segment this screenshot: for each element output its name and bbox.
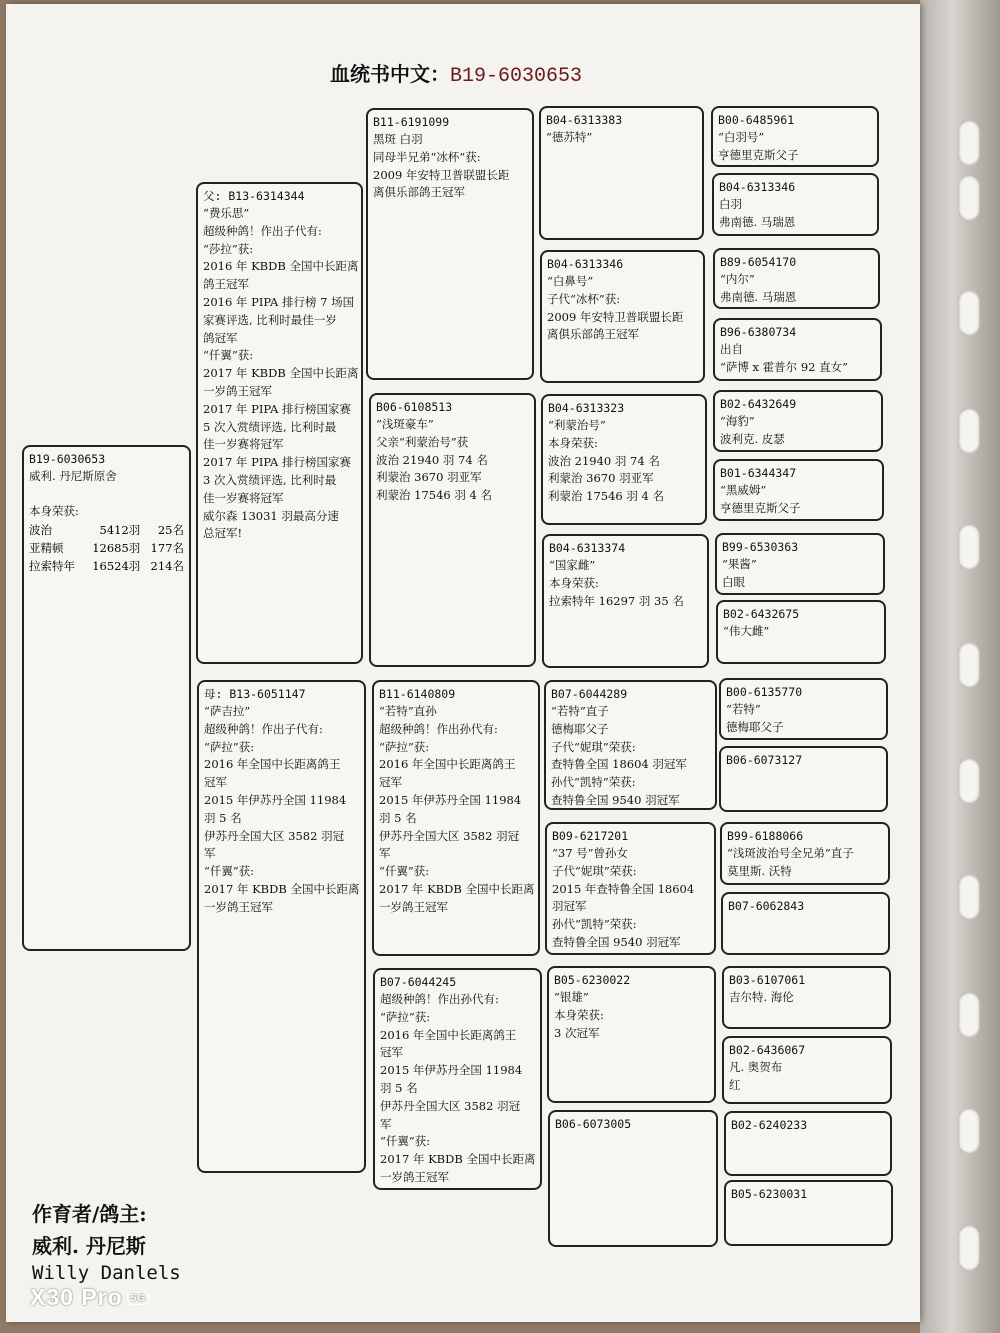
info-line: 2017 年 KBDB 全国中长距离	[204, 881, 360, 896]
info-line: “利蒙治号”	[548, 418, 606, 432]
info-line: 2016 年全国中长距离鸽王	[204, 757, 341, 772]
info-line: 佳一岁赛将冠军	[203, 437, 284, 452]
info-line: 军	[204, 846, 216, 861]
info-lines	[722, 556, 878, 592]
info-line: 出自	[720, 342, 743, 356]
dam-sire-box	[372, 680, 540, 956]
info-line: “萨博 x 霍普尔 92 直女”	[720, 359, 848, 374]
ring-number: B02-6436067	[729, 1043, 806, 1057]
result-row	[29, 539, 184, 557]
ring-number: B06-6108513	[376, 400, 453, 414]
info-line: 2016 年 PIPA 排行榜 7 场国	[203, 294, 355, 309]
bird-count: 5412羽	[99, 522, 141, 537]
info-lines	[549, 557, 702, 610]
ancestor-box	[724, 1111, 892, 1176]
info-lines	[723, 623, 879, 641]
ancestor-box	[548, 1110, 718, 1247]
camera-model: X30 Pro	[30, 1284, 123, 1310]
info-line: 5 次入赏绩评选, 比利时最	[203, 419, 337, 434]
info-line: “萨拉”获:	[380, 1009, 431, 1024]
info-line: 黑斑 白羽	[373, 132, 423, 146]
info-line: 德梅耶父子	[551, 721, 609, 736]
info-line: 离俱乐部鸽王冠军	[373, 185, 465, 200]
ring-number: B00-6485961	[718, 113, 795, 127]
bird-count: 16524羽	[92, 558, 141, 573]
info-line: “萨拉”获:	[379, 739, 430, 754]
info-line: “国家雌”	[549, 558, 596, 572]
info-lines	[29, 468, 184, 486]
ring-number: B96-6380734	[720, 325, 797, 339]
ancestor-box	[713, 390, 883, 452]
info-line: 鸽王冠军	[203, 277, 249, 292]
binder-hole	[958, 120, 980, 166]
dam-dam-box	[373, 968, 542, 1190]
ring-number: B11-6140809	[379, 687, 456, 701]
info-line: 亨德里克斯父子	[718, 147, 799, 162]
info-line: 2009 年安特卫普联盟长距	[547, 309, 684, 324]
info-line: 吉尔特. 海伦	[729, 990, 794, 1004]
result-row	[29, 521, 184, 539]
title-label: 血统书中文：	[330, 62, 450, 86]
info-lines	[379, 703, 533, 917]
info-line: “浅斑波治号全兄弟”直子	[727, 846, 854, 860]
info-line: 总冠军!	[203, 526, 243, 541]
info-line: 2015 年伊苏丹全国 11984	[379, 792, 522, 807]
info-line: 2015 年伊苏丹全国 11984	[204, 792, 347, 807]
ancestor-box	[719, 746, 888, 812]
info-line: 羽 5 名	[379, 810, 417, 825]
binder-hole	[958, 642, 980, 688]
info-line: “仟翼”获:	[204, 864, 255, 879]
info-line: 波治 21940 羽 74 名	[376, 452, 488, 467]
ring-number: B89-6054170	[720, 255, 797, 269]
ring-number: B07-6044245	[380, 975, 457, 989]
ring-number: B99-6530363	[722, 540, 799, 554]
ancestor-box	[541, 394, 707, 525]
ancestor-box	[544, 680, 717, 810]
info-line: 羽冠军	[552, 899, 587, 914]
info-line: “莎拉”获:	[203, 241, 254, 256]
ancestor-box	[711, 106, 879, 167]
place: 177名	[150, 540, 184, 555]
info-line: “仟翼”获:	[203, 348, 254, 363]
ring-number: B07-6044289	[551, 687, 628, 701]
ring-number: B02-6432675	[723, 607, 800, 621]
info-line: 羽 5 名	[380, 1080, 418, 1095]
info-line: 超级种鸽！作出孙代有:	[379, 721, 498, 736]
ring-number: B11-6191099	[373, 115, 450, 129]
info-lines	[727, 845, 883, 881]
ring-number: B19-6030653	[29, 452, 106, 466]
ancestor-box	[545, 822, 716, 955]
info-line: 子代“冰杯”获:	[547, 291, 621, 306]
info-line: 2017 年 PIPA 排行榜国家赛	[203, 455, 351, 470]
info-line: 子代“妮琪”荣获:	[551, 739, 636, 754]
honors-title: 本身荣获:	[29, 503, 79, 518]
binder-hole	[958, 175, 980, 221]
info-line: “白羽号”	[718, 130, 765, 144]
info-line: 冠军	[204, 775, 227, 790]
info-line: 利蒙治 17546 羽 4 名	[376, 488, 493, 503]
breeder-name-en: Willy Danlels	[32, 1262, 181, 1284]
info-line: 德梅耶父子	[726, 719, 784, 734]
ancestor-box	[713, 248, 880, 309]
breeder-name-cn: 威利. 丹尼斯	[32, 1234, 146, 1258]
info-line: “仟翼”获:	[379, 864, 430, 879]
ring-number: 父: B13-6314344	[203, 189, 305, 203]
info-line: 3 次冠军	[554, 1025, 600, 1040]
ancestor-box	[713, 318, 882, 381]
info-line: “白鼻号”	[547, 274, 594, 288]
breeder-block	[32, 1198, 147, 1262]
binder-hole	[958, 1108, 980, 1154]
info-line: 孙代“凯特”荣获:	[552, 917, 637, 932]
ancestor-box	[722, 966, 891, 1029]
info-line: 白羽	[719, 197, 742, 211]
info-line: 冠军	[380, 1045, 403, 1060]
info-line: 2017 年 KBDB 全国中长距离	[380, 1152, 536, 1167]
info-line: “萨拉”获:	[204, 739, 255, 754]
ancestor-box	[539, 106, 704, 240]
info-line: 3 次入赏绩评选, 比利时最	[203, 472, 337, 487]
info-line: 红	[729, 1077, 741, 1092]
info-line: 波利克. 皮瑟	[720, 431, 785, 446]
ancestor-box	[721, 892, 890, 955]
info-line: “内尔”	[720, 272, 755, 286]
info-line: 军	[380, 1116, 392, 1131]
info-line: 2016 年全国中长距离鸽王	[379, 757, 516, 772]
info-line: 威尔森 13031 羽最高分速	[203, 508, 339, 523]
info-line: “37 号”曾孙女	[552, 846, 629, 860]
ring-number: B04-6313374	[549, 541, 626, 555]
ancestor-box	[719, 678, 888, 740]
ring-number: B04-6313383	[546, 113, 623, 127]
info-line: 本身荣获:	[549, 575, 599, 590]
ancestor-box	[715, 533, 885, 595]
info-line: 伊苏丹全国大区 3582 羽冠	[379, 828, 520, 843]
page-title	[330, 58, 582, 88]
info-line: 弗南德. 马瑞恩	[720, 289, 797, 304]
info-line: 同母半兄弟“冰杯”获:	[373, 149, 481, 164]
info-line: 2015 年伊苏丹全国 11984	[380, 1063, 523, 1078]
info-line: 2016 年全国中长距离鸽王	[380, 1027, 517, 1042]
info-line: 威利. 丹尼斯原舍	[29, 469, 117, 483]
info-lines	[720, 482, 877, 518]
info-line: 弗南德. 马瑞恩	[719, 214, 796, 229]
info-line: 白眼	[722, 574, 745, 589]
info-lines	[720, 271, 873, 307]
ancestor-box	[724, 1180, 893, 1246]
info-line: 查特鲁全国 18604 羽冠军	[551, 757, 687, 772]
info-line: 凡. 奥贺布	[729, 1060, 783, 1074]
info-line: 超级种鸽！作出子代有:	[204, 721, 323, 736]
info-line: 查特鲁全国 9540 羽冠军	[551, 792, 680, 807]
info-line: 鸽冠军	[203, 330, 238, 345]
info-line: “若特”直孙	[379, 704, 437, 718]
info-line: 伊苏丹全国大区 3582 羽冠	[380, 1098, 521, 1113]
info-lines	[551, 703, 710, 810]
info-line: “若特”	[726, 702, 761, 716]
info-lines	[718, 129, 872, 165]
info-line: 父亲“利蒙治号”获	[376, 434, 469, 449]
ancestor-box	[712, 173, 879, 236]
binder-hole	[958, 874, 980, 920]
result-row	[29, 557, 184, 575]
info-line: “银雄”	[554, 990, 589, 1004]
info-line: “海豹”	[720, 414, 755, 428]
info-lines	[552, 845, 709, 952]
info-lines	[726, 701, 881, 737]
info-line: 一岁鸽王冠军	[204, 899, 273, 914]
dam-box	[197, 680, 366, 1173]
ancestor-box	[547, 966, 716, 1103]
info-lines	[719, 196, 872, 232]
sire-box	[196, 182, 363, 664]
sire-sire-box	[366, 108, 534, 380]
sire-dam-box	[369, 393, 536, 667]
race-name: 亚精顿	[29, 540, 64, 555]
ancestor-box	[720, 822, 890, 885]
info-line: 2017 年 KBDB 全国中长距离	[203, 366, 359, 381]
info-lines	[204, 703, 359, 917]
place: 214名	[150, 558, 184, 573]
ring-number: B04-6313323	[548, 401, 625, 415]
info-line: 2016 年 KBDB 全国中长距离	[203, 259, 359, 274]
info-lines	[729, 1059, 885, 1095]
info-line: “果酱”	[722, 557, 757, 571]
info-lines	[380, 991, 535, 1187]
info-line: “仟翼”获:	[380, 1134, 431, 1149]
ring-number: B00-6135770	[726, 685, 803, 699]
info-line: 本身荣获:	[554, 1007, 604, 1022]
place: 25名	[157, 522, 184, 537]
binder-hole	[958, 992, 980, 1038]
info-line: 2017 年 PIPA 排行榜国家赛	[203, 401, 351, 416]
binder-hole	[958, 758, 980, 804]
info-line: 超级种鸽！作出孙代有:	[380, 992, 499, 1006]
info-lines	[729, 989, 884, 1007]
info-lines	[720, 413, 876, 449]
info-line: 利蒙治 3670 羽亚军	[376, 470, 482, 485]
info-line: 拉索特年 16297 羽 35 名	[549, 593, 684, 608]
bird-count: 12685羽	[92, 540, 141, 555]
info-line: 利蒙治 17546 羽 4 名	[548, 489, 665, 504]
info-line: 军	[379, 846, 391, 861]
info-line: “浅斑豪车”	[376, 417, 434, 431]
ring-number: B03-6107061	[729, 973, 806, 987]
info-lines	[548, 417, 700, 506]
ring-number: B05-6230031	[731, 1187, 808, 1201]
info-line: 莫里斯. 沃特	[727, 863, 792, 878]
info-line: 离俱乐部鸽王冠军	[547, 327, 639, 342]
ring-number: B02-6432649	[720, 397, 797, 411]
info-line: 2017 年 KBDB 全国中长距离	[379, 881, 535, 896]
info-line: 冠军	[379, 775, 402, 790]
ring-number: 母: B13-6051147	[204, 687, 306, 701]
info-line: 一岁鸽王冠军	[203, 383, 272, 398]
ring-number: B09-6217201	[552, 829, 629, 843]
ring-number: B04-6313346	[547, 257, 624, 271]
info-lines	[203, 205, 359, 543]
ring-number: B04-6313346	[719, 180, 796, 194]
binder-hole	[958, 1225, 980, 1271]
binder-hole	[958, 290, 980, 336]
ancestor-box	[713, 459, 884, 521]
info-line: 本身荣获:	[548, 435, 598, 450]
info-line: 一岁鸽王冠军	[379, 899, 448, 914]
title-ring-number: B19-6030653	[450, 65, 583, 88]
info-lines	[720, 341, 875, 377]
info-line: 2009 年安特卫普联盟长距	[373, 167, 510, 182]
ancestor-box	[722, 1036, 892, 1104]
ring-number: B07-6062843	[728, 899, 805, 913]
info-line: 伊苏丹全国大区 3582 羽冠	[204, 828, 345, 843]
info-line: “伟大雌”	[723, 624, 770, 638]
info-line: 利蒙治 3670 羽亚军	[548, 471, 654, 486]
info-lines	[547, 273, 698, 344]
ring-number: B99-6188066	[727, 829, 804, 843]
info-lines	[554, 989, 709, 1042]
ancestor-box	[540, 250, 705, 383]
camera-watermark	[30, 1284, 150, 1311]
info-line: “费乐思”	[203, 206, 250, 220]
ring-number: B02-6240233	[731, 1118, 808, 1132]
info-line: 查特鲁全国 9540 羽冠军	[552, 934, 681, 949]
info-line: 超级种鸽！作出子代有:	[203, 223, 322, 238]
info-line: “德苏特”	[546, 130, 593, 144]
info-lines	[546, 129, 697, 147]
race-name: 波治	[29, 522, 52, 537]
info-lines	[373, 131, 527, 202]
info-lines	[376, 416, 529, 505]
info-line: 家赛评选, 比利时最佳一岁	[203, 312, 337, 327]
ancestor-box	[542, 534, 709, 668]
info-line: “萨吉拉”	[204, 704, 251, 718]
info-line: 子代“妮琪”荣获:	[552, 863, 637, 878]
info-line: 一岁鸽王冠军	[380, 1169, 449, 1184]
network-badge: 5G	[127, 1292, 150, 1305]
breeder-label: 作育者/鸽主:	[32, 1202, 147, 1226]
ring-number: B06-6073005	[555, 1117, 632, 1131]
ring-number: B06-6073127	[726, 753, 803, 767]
info-line: 2015 年查特鲁全国 18604	[552, 881, 695, 896]
info-line: 佳一岁赛将冠军	[203, 490, 284, 505]
binder-hole	[958, 408, 980, 454]
race-name: 拉索特年	[29, 558, 75, 573]
info-line: “若特”直子	[551, 704, 609, 718]
ring-number: B05-6230022	[554, 973, 631, 987]
info-line: “黑威姆”	[720, 483, 767, 497]
info-line: 波治 21940 羽 74 名	[548, 453, 660, 468]
pigeon-box	[22, 445, 191, 951]
ring-number: B01-6344347	[720, 466, 797, 480]
ancestor-box	[716, 600, 886, 664]
binder-hole	[958, 524, 980, 570]
info-line: 羽 5 名	[204, 810, 242, 825]
info-line: 孙代“凯特”荣获:	[551, 775, 636, 790]
info-line: 亨德里克斯父子	[720, 500, 801, 515]
